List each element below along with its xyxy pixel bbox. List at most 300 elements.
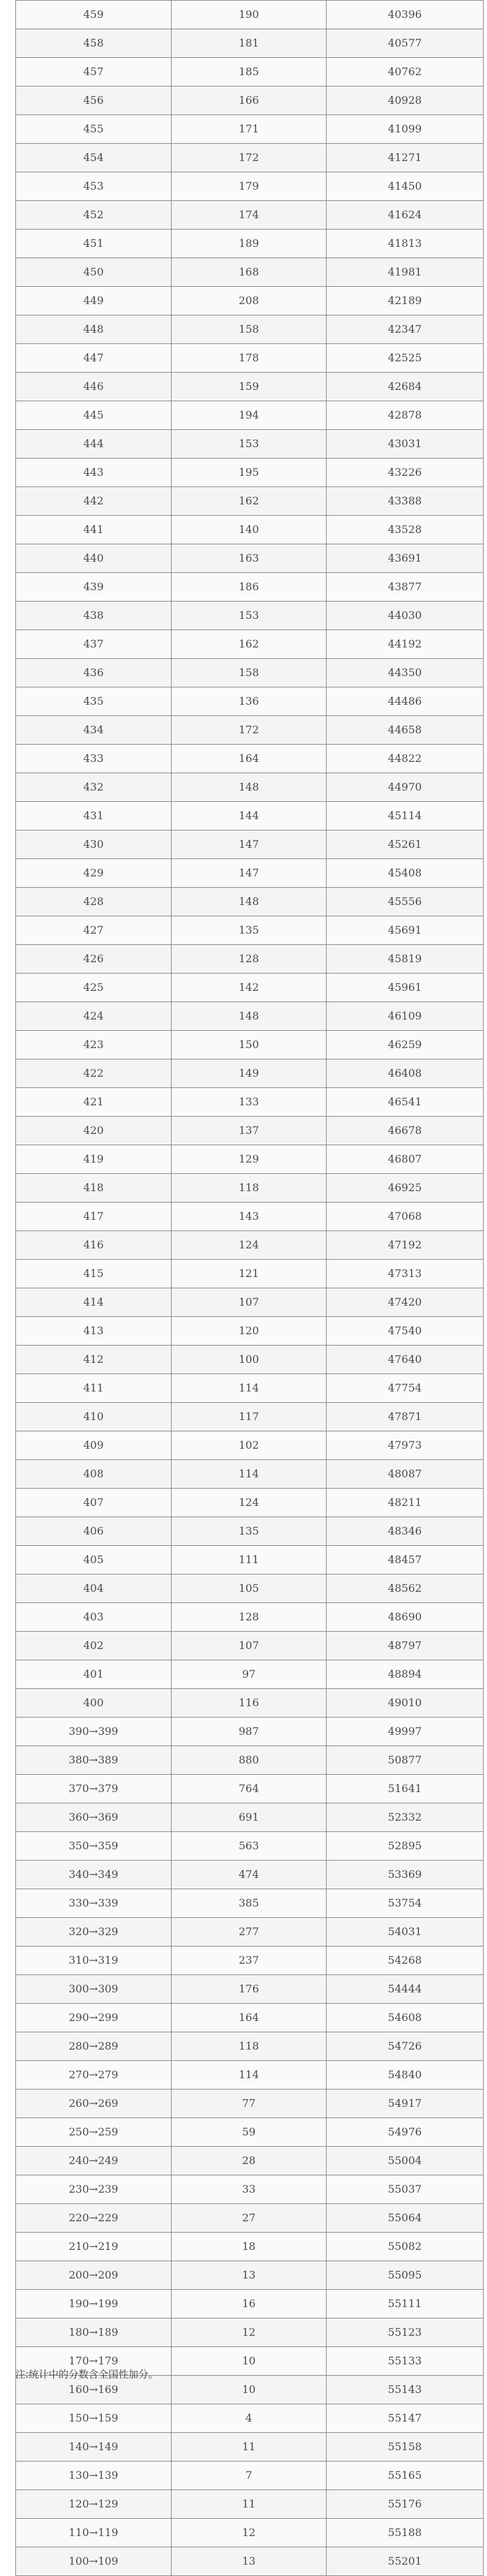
- table-row: [16, 1002, 484, 1031]
- score-cell: 330→339: [16, 1889, 172, 1918]
- table-row: [16, 630, 484, 659]
- cumulative-cell: 42684: [327, 373, 484, 401]
- count-cell: 102: [172, 1431, 327, 1460]
- cumulative-cell: 46541: [327, 1088, 484, 1117]
- count-cell: 135: [172, 916, 327, 945]
- table-row: [16, 544, 484, 573]
- table-row: [16, 1403, 484, 1431]
- score-cell: 435: [16, 687, 172, 716]
- count-cell: 128: [172, 1603, 327, 1632]
- cumulative-cell: 49010: [327, 1689, 484, 1718]
- score-cell: 405: [16, 1546, 172, 1574]
- table-row: [16, 1059, 484, 1088]
- table-row: [16, 945, 484, 974]
- count-cell: 12: [172, 2318, 327, 2347]
- table-row: [16, 830, 484, 859]
- cumulative-cell: 54444: [327, 1975, 484, 2004]
- count-cell: 168: [172, 258, 327, 287]
- score-cell: 447: [16, 344, 172, 373]
- cumulative-cell: 47192: [327, 1231, 484, 1260]
- cumulative-cell: 55158: [327, 2433, 484, 2462]
- score-cell: 454: [16, 144, 172, 172]
- table-row: [16, 87, 484, 115]
- table-row: [16, 1689, 484, 1718]
- score-cell: 441: [16, 516, 172, 544]
- count-cell: 116: [172, 1689, 327, 1718]
- cumulative-cell: 46259: [327, 1031, 484, 1059]
- table-row: [16, 1632, 484, 1660]
- table-row: [16, 487, 484, 516]
- cumulative-cell: 44350: [327, 659, 484, 687]
- score-cell: 422: [16, 1059, 172, 1088]
- table-row: [16, 1517, 484, 1546]
- count-cell: 10: [172, 2376, 327, 2404]
- score-cell: 419: [16, 1145, 172, 1174]
- count-cell: 764: [172, 1775, 327, 1803]
- score-cell: 350→359: [16, 1832, 172, 1861]
- cumulative-cell: 43226: [327, 459, 484, 487]
- table-row: [16, 2147, 484, 2175]
- score-cell: 404: [16, 1574, 172, 1603]
- cumulative-cell: 45819: [327, 945, 484, 974]
- table-row: [16, 1088, 484, 1117]
- cumulative-cell: 55037: [327, 2175, 484, 2204]
- count-cell: 691: [172, 1803, 327, 1832]
- score-cell: 240→249: [16, 2147, 172, 2175]
- table-row: [16, 745, 484, 773]
- cumulative-cell: 54268: [327, 1946, 484, 1975]
- score-cell: 455: [16, 115, 172, 144]
- count-cell: 181: [172, 29, 327, 58]
- cumulative-cell: 40928: [327, 87, 484, 115]
- cumulative-cell: 45261: [327, 830, 484, 859]
- cumulative-cell: 54976: [327, 2118, 484, 2147]
- score-cell: 406: [16, 1517, 172, 1546]
- table-row: [16, 1603, 484, 1632]
- count-cell: 136: [172, 687, 327, 716]
- count-cell: 33: [172, 2175, 327, 2204]
- cumulative-cell: 47640: [327, 1346, 484, 1374]
- score-cell: 459: [16, 1, 172, 29]
- table-row: [16, 172, 484, 201]
- score-cell: 431: [16, 802, 172, 830]
- table-row: [16, 2061, 484, 2090]
- count-cell: 142: [172, 974, 327, 1002]
- count-cell: 135: [172, 1517, 327, 1546]
- table-row: [16, 29, 484, 58]
- cumulative-cell: 46807: [327, 1145, 484, 1174]
- count-cell: 27: [172, 2204, 327, 2233]
- cumulative-cell: 43031: [327, 430, 484, 459]
- table-row: [16, 659, 484, 687]
- score-cell: 380→389: [16, 1746, 172, 1775]
- count-cell: 143: [172, 1202, 327, 1231]
- count-cell: 563: [172, 1832, 327, 1861]
- score-cell: 415: [16, 1260, 172, 1288]
- score-cell: 130→139: [16, 2462, 172, 2490]
- cumulative-cell: 54917: [327, 2090, 484, 2118]
- score-cell: 417: [16, 1202, 172, 1231]
- table-row: [16, 916, 484, 945]
- table-row: [16, 1374, 484, 1403]
- count-cell: 474: [172, 1861, 327, 1889]
- table-row: [16, 859, 484, 888]
- score-cell: 446: [16, 373, 172, 401]
- table-row: [16, 1231, 484, 1260]
- count-cell: 148: [172, 773, 327, 802]
- table-row: [16, 1803, 484, 1832]
- count-cell: 107: [172, 1288, 327, 1317]
- table-row: [16, 2233, 484, 2261]
- table-row: [16, 2318, 484, 2347]
- count-cell: 10: [172, 2347, 327, 2376]
- score-cell: 421: [16, 1088, 172, 1117]
- count-cell: 163: [172, 544, 327, 573]
- table-row: [16, 1174, 484, 1202]
- cumulative-cell: 44030: [327, 602, 484, 630]
- count-cell: 107: [172, 1632, 327, 1660]
- cumulative-cell: 54726: [327, 2032, 484, 2061]
- score-cell: 438: [16, 602, 172, 630]
- score-cell: 440: [16, 544, 172, 573]
- count-cell: 172: [172, 144, 327, 172]
- score-cell: 449: [16, 287, 172, 315]
- score-cell: 436: [16, 659, 172, 687]
- score-cell: 180→189: [16, 2318, 172, 2347]
- count-cell: 153: [172, 602, 327, 630]
- cumulative-cell: 49997: [327, 1718, 484, 1746]
- count-cell: 28: [172, 2147, 327, 2175]
- score-cell: 429: [16, 859, 172, 888]
- count-cell: 59: [172, 2118, 327, 2147]
- table-row: [16, 2261, 484, 2290]
- table-row: [16, 1775, 484, 1803]
- cumulative-cell: 55082: [327, 2233, 484, 2261]
- cumulative-cell: 47973: [327, 1431, 484, 1460]
- score-cell: 451: [16, 230, 172, 258]
- table-footnote: 注:统计中的分数含全国性加分。: [15, 2368, 159, 2380]
- cumulative-cell: 48690: [327, 1603, 484, 1632]
- table-row: [16, 1574, 484, 1603]
- score-cell: 423: [16, 1031, 172, 1059]
- table-row: [16, 1746, 484, 1775]
- score-cell: 260→269: [16, 2090, 172, 2118]
- count-cell: 190: [172, 1, 327, 29]
- table-row: [16, 2404, 484, 2433]
- score-cell: 420: [16, 1117, 172, 1145]
- table-row: [16, 1317, 484, 1346]
- score-cell: 407: [16, 1489, 172, 1517]
- cumulative-cell: 45691: [327, 916, 484, 945]
- score-cell: 413: [16, 1317, 172, 1346]
- count-cell: 178: [172, 344, 327, 373]
- count-cell: 162: [172, 630, 327, 659]
- score-cell: 230→239: [16, 2175, 172, 2204]
- count-cell: 147: [172, 859, 327, 888]
- count-cell: 133: [172, 1088, 327, 1117]
- count-cell: 164: [172, 745, 327, 773]
- score-cell: 450: [16, 258, 172, 287]
- table-row: [16, 1718, 484, 1746]
- cumulative-cell: 55111: [327, 2290, 484, 2318]
- count-cell: 13: [172, 2261, 327, 2290]
- cumulative-cell: 40762: [327, 58, 484, 87]
- score-cell: 428: [16, 888, 172, 916]
- table-row: [16, 2118, 484, 2147]
- count-cell: 153: [172, 430, 327, 459]
- score-cell: 403: [16, 1603, 172, 1632]
- score-cell: 425: [16, 974, 172, 1002]
- cumulative-cell: 41450: [327, 172, 484, 201]
- table-row: [16, 2519, 484, 2547]
- table-row: [16, 1202, 484, 1231]
- table-row: [16, 287, 484, 315]
- table-row: [16, 687, 484, 716]
- cumulative-cell: 55064: [327, 2204, 484, 2233]
- table-row: [16, 2204, 484, 2233]
- score-cell: 280→289: [16, 2032, 172, 2061]
- table-row: [16, 1460, 484, 1489]
- count-cell: 385: [172, 1889, 327, 1918]
- count-cell: 150: [172, 1031, 327, 1059]
- table-row: [16, 401, 484, 430]
- score-cell: 445: [16, 401, 172, 430]
- cumulative-cell: 55147: [327, 2404, 484, 2433]
- cumulative-cell: 52895: [327, 1832, 484, 1861]
- count-cell: 118: [172, 1174, 327, 1202]
- cumulative-cell: 43877: [327, 573, 484, 602]
- score-cell: 430: [16, 830, 172, 859]
- cumulative-cell: 45556: [327, 888, 484, 916]
- table-row: [16, 573, 484, 602]
- count-cell: 148: [172, 1002, 327, 1031]
- count-cell: 13: [172, 2547, 327, 2576]
- score-cell: 409: [16, 1431, 172, 1460]
- count-cell: 172: [172, 716, 327, 745]
- table-row: [16, 2547, 484, 2576]
- cumulative-cell: 48562: [327, 1574, 484, 1603]
- count-cell: 277: [172, 1918, 327, 1946]
- count-cell: 114: [172, 1374, 327, 1403]
- cumulative-cell: 47871: [327, 1403, 484, 1431]
- table-row: [16, 1031, 484, 1059]
- cumulative-cell: 44192: [327, 630, 484, 659]
- table-row: [16, 2175, 484, 2204]
- table-row: [16, 802, 484, 830]
- table-body: [16, 1, 484, 2576]
- count-cell: 140: [172, 516, 327, 544]
- table-row: [16, 1946, 484, 1975]
- cumulative-cell: 53369: [327, 1861, 484, 1889]
- cumulative-cell: 55165: [327, 2462, 484, 2490]
- count-cell: 176: [172, 1975, 327, 2004]
- cumulative-cell: 53754: [327, 1889, 484, 1918]
- score-cell: 402: [16, 1632, 172, 1660]
- cumulative-cell: 41981: [327, 258, 484, 287]
- score-cell: 110→119: [16, 2519, 172, 2547]
- score-cell: 190→199: [16, 2290, 172, 2318]
- table-row: [16, 1117, 484, 1145]
- count-cell: 129: [172, 1145, 327, 1174]
- cumulative-cell: 47540: [327, 1317, 484, 1346]
- cumulative-cell: 54031: [327, 1918, 484, 1946]
- score-cell: 452: [16, 201, 172, 230]
- count-cell: 158: [172, 315, 327, 344]
- cumulative-cell: 46925: [327, 1174, 484, 1202]
- table-row: [16, 344, 484, 373]
- cumulative-cell: 41813: [327, 230, 484, 258]
- count-cell: 159: [172, 373, 327, 401]
- score-cell: 424: [16, 1002, 172, 1031]
- count-cell: 174: [172, 201, 327, 230]
- cumulative-cell: 47068: [327, 1202, 484, 1231]
- cumulative-cell: 41099: [327, 115, 484, 144]
- score-cell: 443: [16, 459, 172, 487]
- score-cell: 401: [16, 1660, 172, 1689]
- table-row: [16, 1975, 484, 2004]
- count-cell: 120: [172, 1317, 327, 1346]
- table-row: [16, 1346, 484, 1374]
- table-row: [16, 1145, 484, 1174]
- score-cell: 457: [16, 58, 172, 87]
- count-cell: 208: [172, 287, 327, 315]
- table-row: [16, 459, 484, 487]
- score-cell: 340→349: [16, 1861, 172, 1889]
- table-row: [16, 1, 484, 29]
- score-cell: 220→229: [16, 2204, 172, 2233]
- cumulative-cell: 46678: [327, 1117, 484, 1145]
- count-cell: 186: [172, 573, 327, 602]
- cumulative-cell: 55095: [327, 2261, 484, 2290]
- table-row: [16, 2032, 484, 2061]
- count-cell: 11: [172, 2490, 327, 2519]
- table-row: [16, 2090, 484, 2118]
- table-row: [16, 230, 484, 258]
- score-cell: 432: [16, 773, 172, 802]
- table-row: [16, 888, 484, 916]
- table-row: [16, 315, 484, 344]
- cumulative-cell: 48087: [327, 1460, 484, 1489]
- cumulative-cell: 48797: [327, 1632, 484, 1660]
- count-cell: 164: [172, 2004, 327, 2032]
- cumulative-cell: 55133: [327, 2347, 484, 2376]
- cumulative-cell: 47420: [327, 1288, 484, 1317]
- cumulative-cell: 55188: [327, 2519, 484, 2547]
- cumulative-cell: 42878: [327, 401, 484, 430]
- cumulative-cell: 55201: [327, 2547, 484, 2576]
- count-cell: 105: [172, 1574, 327, 1603]
- score-cell: 400: [16, 1689, 172, 1718]
- score-cell: 444: [16, 430, 172, 459]
- cumulative-cell: 55143: [327, 2376, 484, 2404]
- count-cell: 11: [172, 2433, 327, 2462]
- cumulative-cell: 42347: [327, 315, 484, 344]
- cumulative-cell: 42189: [327, 287, 484, 315]
- score-cell: 150→159: [16, 2404, 172, 2433]
- score-cell: 200→209: [16, 2261, 172, 2290]
- cumulative-cell: 42525: [327, 344, 484, 373]
- count-cell: 100: [172, 1346, 327, 1374]
- score-cell: 453: [16, 172, 172, 201]
- count-cell: 166: [172, 87, 327, 115]
- count-cell: 4: [172, 2404, 327, 2433]
- cumulative-cell: 46408: [327, 1059, 484, 1088]
- score-cell: 426: [16, 945, 172, 974]
- score-cell: 290→299: [16, 2004, 172, 2032]
- table-row: [16, 430, 484, 459]
- count-cell: 114: [172, 1460, 327, 1489]
- cumulative-cell: 48211: [327, 1489, 484, 1517]
- score-cell: 456: [16, 87, 172, 115]
- table-row: [16, 1889, 484, 1918]
- table-row: [16, 1260, 484, 1288]
- count-cell: 97: [172, 1660, 327, 1689]
- score-cell: 408: [16, 1460, 172, 1489]
- cumulative-cell: 55004: [327, 2147, 484, 2175]
- score-cell: 416: [16, 1231, 172, 1260]
- count-cell: 194: [172, 401, 327, 430]
- score-cell: 250→259: [16, 2118, 172, 2147]
- score-table-container: [15, 0, 483, 2576]
- cumulative-cell: 54840: [327, 2061, 484, 2090]
- cumulative-cell: 46109: [327, 1002, 484, 1031]
- score-cell: 448: [16, 315, 172, 344]
- count-cell: 179: [172, 172, 327, 201]
- cumulative-cell: 40396: [327, 1, 484, 29]
- score-cell: 437: [16, 630, 172, 659]
- score-cell: 170→179: [16, 2347, 172, 2376]
- score-cell: 360→369: [16, 1803, 172, 1832]
- score-cell: 442: [16, 487, 172, 516]
- cumulative-cell: 48457: [327, 1546, 484, 1574]
- table-row: [16, 2004, 484, 2032]
- count-cell: 237: [172, 1946, 327, 1975]
- cumulative-cell: 44822: [327, 745, 484, 773]
- table-row: [16, 516, 484, 544]
- table-row: [16, 1431, 484, 1460]
- cumulative-cell: 47313: [327, 1260, 484, 1288]
- count-cell: 148: [172, 888, 327, 916]
- table-row: [16, 1832, 484, 1861]
- score-cell: 100→109: [16, 2547, 172, 2576]
- table-row: [16, 258, 484, 287]
- count-cell: 118: [172, 2032, 327, 2061]
- table-row: [16, 1861, 484, 1889]
- score-cell: 414: [16, 1288, 172, 1317]
- table-row: [16, 602, 484, 630]
- count-cell: 149: [172, 1059, 327, 1088]
- table-row: [16, 2433, 484, 2462]
- count-cell: 987: [172, 1718, 327, 1746]
- count-cell: 147: [172, 830, 327, 859]
- score-cell: 140→149: [16, 2433, 172, 2462]
- cumulative-cell: 51641: [327, 1775, 484, 1803]
- cumulative-cell: 45961: [327, 974, 484, 1002]
- table-row: [16, 144, 484, 172]
- score-cell: 434: [16, 716, 172, 745]
- cumulative-cell: 55123: [327, 2318, 484, 2347]
- score-cell: 433: [16, 745, 172, 773]
- table-row: [16, 2490, 484, 2519]
- table-row: [16, 201, 484, 230]
- count-cell: 16: [172, 2290, 327, 2318]
- count-cell: 137: [172, 1117, 327, 1145]
- score-cell: 418: [16, 1174, 172, 1202]
- score-cell: 390→399: [16, 1718, 172, 1746]
- table-row: [16, 716, 484, 745]
- score-cell: 120→129: [16, 2490, 172, 2519]
- count-cell: 117: [172, 1403, 327, 1431]
